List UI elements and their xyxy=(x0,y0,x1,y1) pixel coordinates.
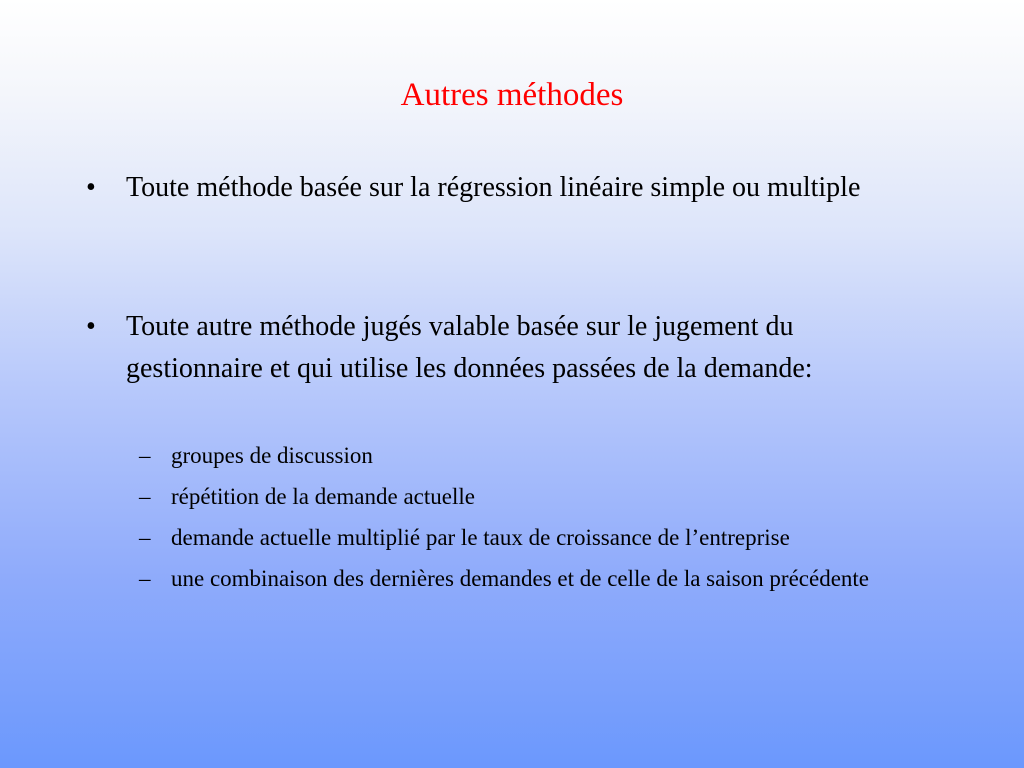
slide-title: Autres méthodes xyxy=(400,77,624,113)
sub-item-2 xyxy=(139,482,961,511)
bullet-item-1 xyxy=(86,167,916,209)
sub-item-text-2: répétition de la demande actuelle xyxy=(171,484,475,509)
sub-marker: – xyxy=(139,566,151,591)
sub-item-text-4: une combinaison des dernières demandes et de celle de la saison précédente xyxy=(171,566,870,591)
sub-marker: – xyxy=(139,443,151,468)
sub-item-3 xyxy=(139,523,961,552)
bullet-marker: • xyxy=(86,311,96,342)
bullet-item-2 xyxy=(86,306,916,390)
sub-item-text-1: groupes de discussion xyxy=(171,443,373,468)
bullet-text-1: Toute méthode basée sur la régression linéaire simple ou multiple xyxy=(126,172,861,203)
sub-marker: – xyxy=(139,525,151,550)
sub-item-4 xyxy=(139,564,931,593)
bullet-text-2: Toute autre méthode jugés valable basée sur le jugement du gestionnaire et qui utilise les données passées de la demande: xyxy=(126,311,813,384)
bullet-marker: • xyxy=(86,172,96,203)
sub-marker: – xyxy=(139,484,151,509)
sub-item-1 xyxy=(139,441,961,470)
sub-item-text-3: demande actuelle multiplié par le taux de croissance de l’entreprise xyxy=(171,525,790,550)
